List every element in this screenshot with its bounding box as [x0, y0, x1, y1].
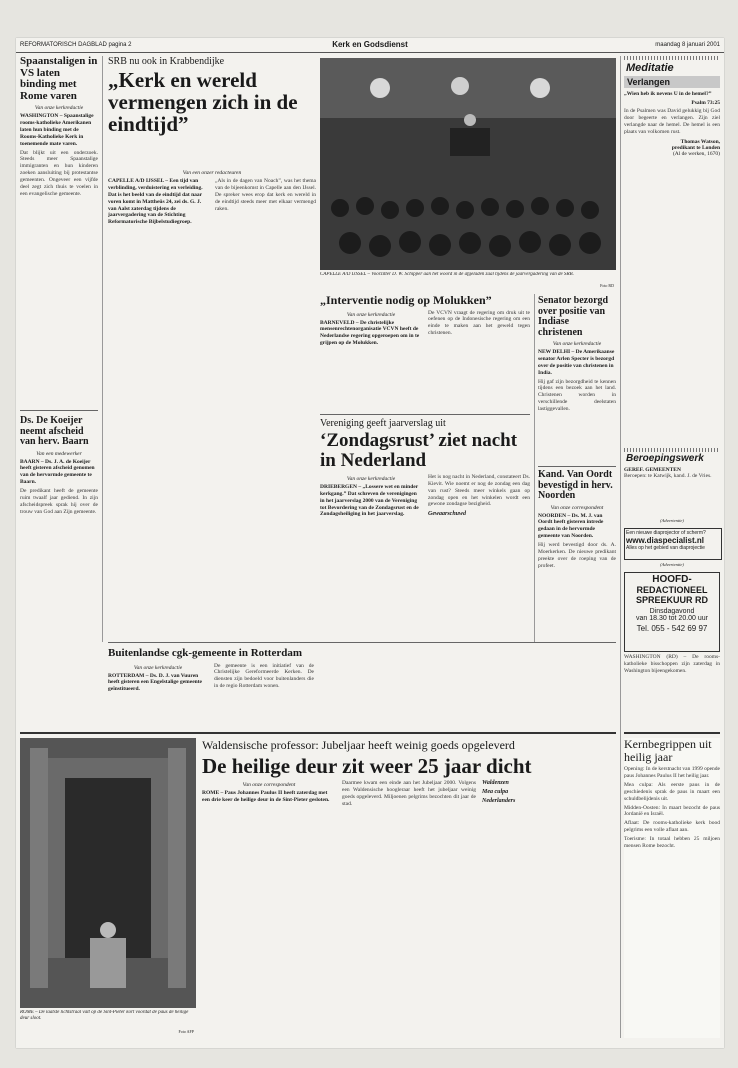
meditatie-title: Verlangen	[624, 76, 720, 88]
photo-jubeljaar	[20, 738, 196, 1008]
body-text: Dat blijkt uit een onderzoek. Steeds meer Spaanstalige immigranten en hun kinderen zoeken aansluiting bij protestantse gemeenten. Ongeveer een vijfde deel zegt zich thuis te voelen in een evangelische gemeente.	[20, 149, 98, 197]
ad-diaspecialist	[624, 528, 722, 560]
photo-credit: Foto AFP	[178, 1029, 194, 1035]
meditatie-body: In de Psalmen was David gelukkig bij God door begeerte en verlangen. Zijn ziel verlangde naar de hemel. De hemel is een plaats van volkomen rust.	[624, 107, 720, 135]
headline: De heilige deur zit weer 25 jaar dicht	[202, 754, 532, 778]
kernbegrippen-item: Mea culpa: Als eerste paus in de geschiedenis sprak de paus in maart een schuldbelijdenis uit.	[624, 781, 720, 802]
article-koeijer	[20, 416, 98, 638]
byline: Van onze kerkredactie	[133, 664, 183, 671]
body-text: De VCVN vraagt de regering om druk uit te oefenen op de Indonesische regering om een einde te maken aan het geweld tegen christenen.	[428, 309, 530, 337]
article-washington	[624, 654, 720, 728]
body-text: Hij werd bevestigd door ds. A. Moerkerken. De nieuwe predikant preekte over de roeping van de profeet.	[538, 542, 616, 569]
kernbegrippen-item: Opening: In de kerstnacht van 1999 opende paus Johannes Paulus II het heilig jaar.	[624, 766, 720, 780]
lead: DRIEBERGEN – „Lossere wet en minder kerkgang.” Dat schreven de verenigingen in het jaarverslag 2000 van de Vereniging tot Bevordering van de Zondagsrust en de Zondagsheiliging in het jaarverslag.	[320, 483, 419, 518]
meditatie-date: (Al de werken, 1670)	[672, 151, 720, 158]
article-interventie	[320, 294, 530, 412]
byline: Van onze correspondent	[242, 782, 296, 789]
column-rule	[102, 56, 103, 642]
divider	[538, 466, 616, 467]
lead: NEW DELHI – De Amerikaanse senator Arlen Specter is bezorgd over de positie van christenen in India.	[538, 349, 615, 376]
section-divider	[624, 732, 720, 734]
body-text: WASHINGTON (RD) – De rooms-katholieke bisschoppen zijn zaterdag in Washington bijeengekomen.	[624, 654, 720, 674]
headline: Ds. De Koeijer neemt afscheid van herv. Baarn	[20, 416, 89, 447]
meditatie-tab: Meditatie	[626, 62, 674, 74]
lead: CAPELLE A/D IJSSEL – Een tijd van verblinding, verduistering en verleiding. Dat is het beeld van de eindtijd dat naar voren komt in Mattheüs 24, zei ds. G. J. van Aalst zaterdag tijdens de jaarvergadering van de Stichting Reformatorische Bijbelstudiegroep.	[108, 178, 203, 226]
kicker: SRB nu ook in Krabbendijke	[108, 56, 225, 67]
ad-line: Alles op het gebied van diaprojectie	[626, 545, 705, 551]
subhead-waldenzen: Waldenzen	[482, 780, 509, 787]
subhead: Gewaarschuwd	[428, 511, 467, 518]
section-divider	[20, 732, 616, 734]
headline: ‘Zondagsrust’ ziet nacht in Nederland	[320, 430, 518, 471]
ad-line: REDACTIONEEL	[636, 585, 708, 595]
divider	[20, 410, 98, 411]
beroepingswerk-heading: GEREF. GEMEENTEN	[624, 467, 681, 473]
meditatie-author: Thomas Watson,	[680, 139, 720, 146]
kernbegrippen-item: Aflaat: De rooms-katholieke kerk bood pelgrims een volle aflaat aan.	[624, 820, 720, 834]
ad-line: van 18.30 tot 20.00 uur	[636, 615, 708, 622]
ad-phone: Tel. 055 - 542 69 97	[636, 624, 708, 633]
newspaper-page	[16, 38, 724, 1048]
divider	[320, 414, 530, 415]
meditatie-quote: „Wien heb ik nevens U in de hemel?”	[624, 91, 712, 97]
body-text: Het is nog nacht in Nederland, constateert Ds. Kievit. Wie noemt er nog de zondag een dag van rust? Steeds meer winkels gaan op zondag open en het winkelen wordt een gewone zondagse bezigheid.	[428, 473, 530, 508]
ad-url: www.diaspecialist.nl	[626, 536, 704, 545]
lead: BAARN – Ds. J. A. de Koeijer heeft gisteren afscheid genomen van de hervormde gemeente te Baarn.	[20, 458, 95, 486]
article-zondagsrust	[320, 418, 530, 638]
divider	[108, 642, 616, 643]
kicker: Vereniging geeft jaarverslag uit	[320, 418, 446, 429]
article-srb-body	[108, 168, 316, 638]
byline: Van onze correspondent	[550, 504, 604, 511]
headline: „Interventie nodig op Molukken”	[320, 294, 492, 307]
beroepingswerk-tab: Beroepingswerk	[626, 453, 704, 464]
subhead-nederlanders: Nederlanders	[482, 798, 516, 805]
ad-line: SPREEKUUR RD	[635, 595, 708, 605]
photo-caption-srb	[320, 272, 616, 290]
byline: Van een onzer redacteuren	[182, 170, 242, 176]
header-center: Kerk en Godsdienst	[332, 40, 408, 49]
meeting-hall-illustration	[320, 58, 616, 270]
article-jubeljaar	[202, 738, 616, 1038]
ad-line: Dinsdagavond	[649, 608, 695, 615]
caption-text: CAPELLE A/D IJSSEL – Voorzitter D. W. Schipper aan het woord in de afgeladen zaal tijdens de jaarvergadering van de SRB.	[320, 272, 574, 277]
meditatie-ref: Psalm 73:25	[691, 99, 720, 106]
ad-label: (Advertentie)	[660, 518, 684, 523]
body-text: De gemeente is een initiatief van de Christelijke Gereformeerde Kerken. De diensten zijn bedoeld voor buitenlanders die in de regio Rotterdam wonen.	[214, 662, 314, 690]
meditatie-box	[624, 56, 720, 444]
headline: „Kerk en wereld vermengen zich in de eindtijd”	[108, 68, 298, 137]
kicker: Waldensische professor: Jubeljaar heeft weinig goeds opgeleverd	[202, 738, 515, 752]
body-text: De predikant heeft de gemeente ruim twaalf jaar gediend. In zijn afscheidspreek sprak hij over de trouw van God aan Zijn gemeente.	[20, 488, 98, 515]
header-right: maandag 8 januari 2001	[655, 42, 720, 48]
body-text: „Als in de dagen van Noach”, was het thema van de bijeenkomst in Capelle aan den IJssel. De spreker wees erop dat kerk en wereld in de eindtijd steeds meer met elkaar vermengd raken.	[215, 178, 316, 212]
ad-line: HOOFD-	[652, 574, 692, 585]
beroepingswerk-text: Beroepen: te Katwijk, kand. J. de Vries.	[624, 473, 712, 479]
body-text: Daarmee kwam een einde aan het Jubeljaar 2000. Volgens een Waldensische hoogleraar heeft het jubeljaar weinig goeds opgeleverd. Miljoenen pelgrims bezochten dit jaar de stad.	[342, 780, 476, 807]
byline: Van een medewerker	[36, 450, 82, 457]
ad-label: (Advertentie)	[660, 562, 684, 567]
article-srb-header	[108, 56, 316, 164]
headline: Spaanstaligen in VS laten binding met Rome varen	[20, 56, 98, 102]
photo-credit: Foto RD	[600, 283, 614, 289]
lead: BARNEVELD – De christelijke mensenrechtenorganisatie VCVN heeft de Nederlandse regering opgeroepen om in te grijpen op de Molukken.	[320, 319, 420, 347]
caption-text: ROME – De laatste lichtstraal valt op de Sint-Pieter kort voordat de paus de heilige deur sloot.	[20, 1010, 189, 1021]
article-oordt	[538, 470, 616, 638]
beroepingswerk-box	[624, 448, 720, 514]
headline: Senator bezorgd over positie van Indiase christenen	[538, 296, 609, 338]
running-header	[16, 38, 724, 53]
headline: Kand. Van Oordt bevestigd in herv. Noorden	[538, 470, 613, 501]
ad-hoofdredactioneel	[624, 572, 720, 652]
article-buitenlandse	[108, 648, 314, 728]
byline: Van onze kerkredactie	[346, 311, 396, 318]
basilica-door-illustration	[20, 738, 196, 1008]
body-text: Hij gaf zijn bezorgdheid te kennen tijdens een bezoek aan het land. Christenen worden in verschillende deelstaten lastiggevallen.	[538, 378, 616, 412]
lead: WASHINGTON – Spaanstalige rooms-katholieke Amerikanen laten hun binding met de Rooms-Katholieke Kerk in toenemende mate varen.	[20, 113, 94, 147]
photo-srb-meeting	[320, 58, 616, 270]
column-rule	[534, 294, 535, 642]
kernbegrippen-title: Kernbegrippen uit heilig jaar	[624, 738, 712, 764]
header-left: REFORMATORISCH DAGBLAD pagina 2	[20, 42, 132, 48]
lead: NOORDEN – Ds. M. J. van Oordt heeft gisteren intrede gedaan in de hervormde gemeente van Noorden.	[538, 512, 604, 540]
byline: Van onze kerkredactie	[552, 341, 602, 347]
kernbegrippen-item: Toerisme: In totaal hebben 25 miljoen mensen Rome bezocht.	[624, 836, 720, 849]
article-senator	[538, 296, 616, 464]
byline: Van onze kerkredactie	[346, 475, 396, 482]
subhead-mea-culpa: Mea culpa	[482, 789, 509, 796]
meditatie-author-sub: predikant te Londen	[671, 145, 720, 152]
kernbegrippen-item: Midden-Oosten: In maart bezocht de paus Jordanië en Israël.	[624, 804, 720, 818]
headline: Buitenlandse cgk-gemeente in Rotterdam	[108, 648, 303, 659]
ad-line: Een nieuwe diaprojector of scherm?	[626, 530, 706, 536]
lead: ROTTERDAM – Ds. D. J. van Vuuren heeft gisteren een Engelstalige gemeente geïnstitueerd.	[108, 672, 202, 693]
article-spaanstalige	[20, 56, 98, 406]
lead: ROME – Paus Johannes Paulus II heeft zaterdag met een drie keer de heilige deur in de Sint-Pieter gesloten.	[202, 790, 330, 803]
kernbegrippen-box	[624, 738, 720, 1038]
photo-caption-jubeljaar	[20, 1010, 196, 1036]
column-rule	[620, 56, 621, 1038]
byline: Van onze kerkredactie	[34, 105, 84, 112]
